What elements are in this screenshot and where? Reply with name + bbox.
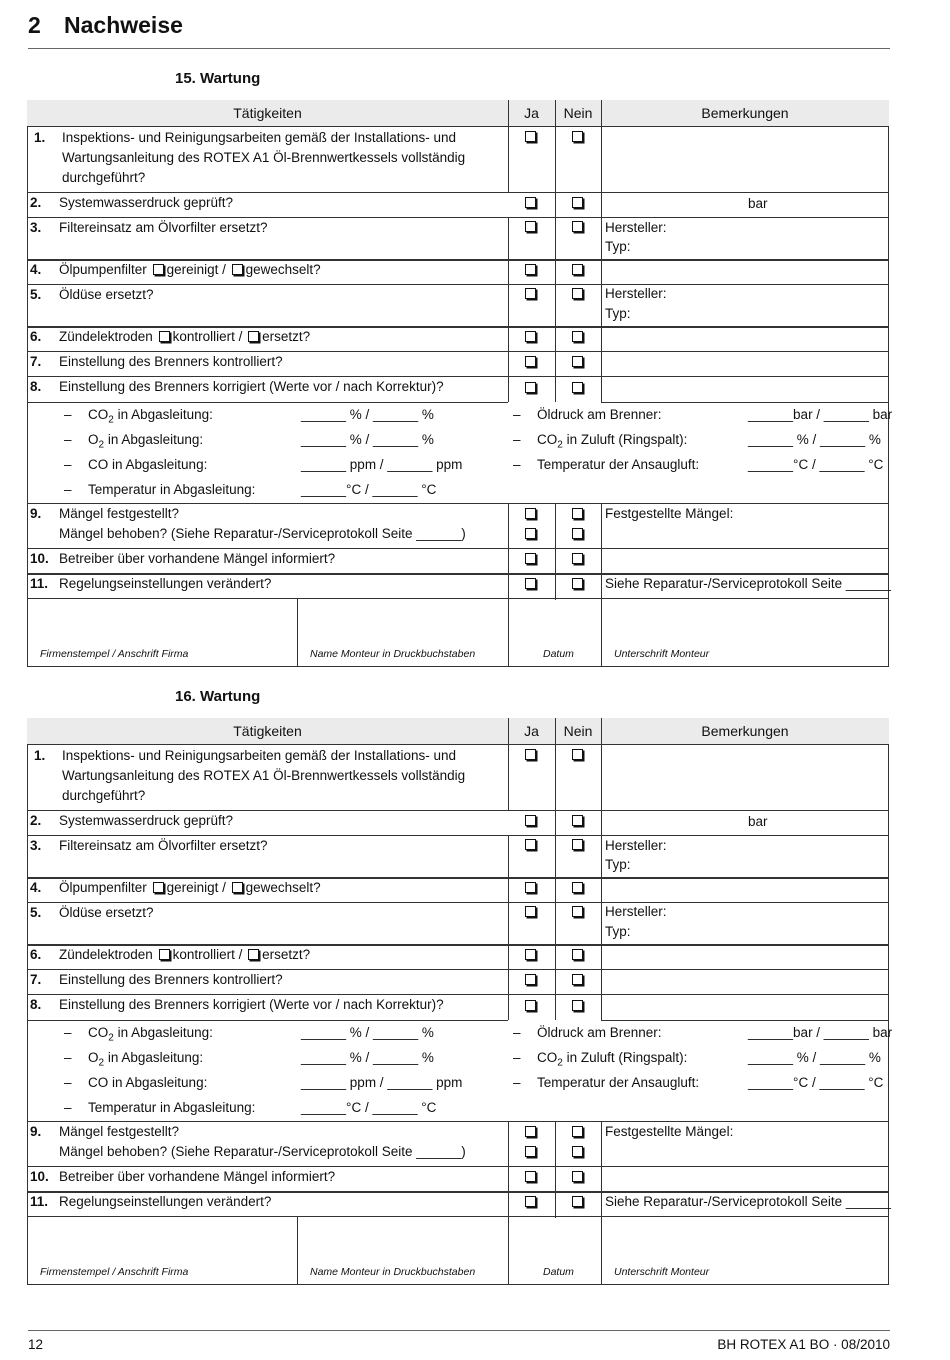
remark-type: Typ: [605, 924, 631, 939]
measure-value: ______ ppm / ______ ppm [301, 1075, 463, 1090]
yes-checkbox[interactable] [525, 974, 536, 985]
no-checkbox[interactable] [572, 221, 583, 232]
item-number: 8. [30, 997, 42, 1012]
item-text: durchgeführt? [62, 170, 146, 185]
dash: – [64, 1050, 72, 1065]
company-stamp-label: Firmenstempel / Anschrift Firma [40, 1266, 189, 1278]
no-checkbox[interactable] [572, 1171, 583, 1182]
item-text: Systemwasserdruck geprüft? [59, 195, 234, 210]
dash: – [513, 1025, 521, 1040]
item-text: Öldüse ersetzt? [59, 905, 154, 920]
measure-value: ______ % / ______ % [301, 407, 434, 422]
item-text: Wartungsanleitung des ROTEX A1 Öl-Brennwertkessels vollständig [62, 150, 466, 165]
no-checkbox[interactable] [572, 382, 583, 393]
yes-checkbox[interactable] [525, 553, 536, 564]
measure-label: Temperatur in Abgasleitung: [88, 482, 256, 497]
no-checkbox[interactable] [572, 131, 583, 142]
measure-value: ______°C / ______ °C [301, 1100, 437, 1115]
yes-checkbox[interactable] [525, 882, 536, 893]
remark-type: Typ: [605, 857, 631, 872]
item-text: Mängel festgestellt? [59, 1124, 180, 1139]
item-number: 10. [30, 551, 49, 566]
no-checkbox[interactable] [572, 197, 583, 208]
page-number: 12 [28, 1337, 44, 1352]
inline-checkbox[interactable] [232, 882, 243, 893]
measure-value: ______°C / ______ °C [748, 1075, 884, 1090]
yes-checkbox[interactable] [525, 331, 536, 342]
yes-checkbox[interactable] [525, 1196, 536, 1207]
item-number: 1. [34, 130, 46, 145]
measure-value: ______ ppm / ______ ppm [301, 457, 463, 472]
no-checkbox[interactable] [572, 1196, 583, 1207]
item-number: 9. [30, 506, 42, 521]
item-number: 5. [30, 287, 42, 302]
no-checkbox[interactable] [572, 578, 583, 589]
yes-checkbox[interactable] [525, 197, 536, 208]
measure-label: $CO_2$ in Zuluft (Ringspalt): [537, 432, 688, 451]
maintenance-form [27, 100, 893, 667]
item-text: Regelungseinstellungen verändert? [59, 576, 272, 591]
no-checkbox[interactable] [572, 906, 583, 917]
no-checkbox[interactable] [572, 553, 583, 564]
measure-value: ______°C / ______ °C [301, 482, 437, 497]
yes-checkbox[interactable] [525, 508, 536, 519]
yes-checkbox[interactable] [525, 949, 536, 960]
no-checkbox[interactable] [572, 1000, 583, 1011]
item-number: 1. [34, 748, 46, 763]
measure-value: ______°C / ______ °C [748, 457, 884, 472]
measure-label: Temperatur in Abgasleitung: [88, 1100, 256, 1115]
yes-checkbox[interactable] [525, 264, 536, 275]
inline-checkbox[interactable] [232, 264, 243, 275]
dash: – [64, 482, 72, 497]
remark-type: Typ: [605, 306, 631, 321]
remark-manufacturer: Hersteller: [605, 286, 667, 301]
item-number: 3. [30, 220, 42, 235]
measure-value: ______ % / ______ % [301, 1025, 434, 1040]
measure-label: $CO_2$ in Zuluft (Ringspalt): [537, 1050, 688, 1069]
dash: – [64, 1100, 72, 1115]
measure-label: Öldruck am Brenner: [537, 1025, 662, 1040]
yes-checkbox[interactable] [525, 528, 536, 539]
dash: – [513, 1075, 521, 1090]
form-header [27, 100, 889, 127]
item-text: Einstellung des Brenners korrigiert (Werte vor / nach Korrektur)? [59, 997, 444, 1012]
item-text: Filtereinsatz am Ölvorfilter ersetzt? [59, 838, 268, 853]
item-text: Wartungsanleitung des ROTEX A1 Öl-Brennwertkessels vollständig [62, 768, 466, 783]
item-number: 10. [30, 1169, 49, 1184]
item-number: 7. [30, 972, 42, 987]
yes-checkbox[interactable] [525, 1171, 536, 1182]
header-yes: Ja [524, 723, 539, 739]
item-text: Einstellung des Brenners kontrolliert? [59, 972, 283, 987]
no-checkbox[interactable] [572, 882, 583, 893]
inline-checkbox[interactable] [153, 882, 164, 893]
no-checkbox[interactable] [572, 839, 583, 850]
yes-checkbox[interactable] [525, 1146, 536, 1157]
measure-label: $O_2$ in Abgasleitung: [88, 432, 204, 451]
no-checkbox[interactable] [572, 331, 583, 342]
dash: – [64, 457, 72, 472]
item-number: 2. [30, 195, 42, 210]
section-title: 16. Wartung [175, 688, 261, 705]
inline-checkbox[interactable] [248, 949, 259, 960]
item-text: Zündelektroden kontrolliert / ersetzt? [59, 329, 311, 344]
dash: – [64, 432, 72, 447]
no-checkbox[interactable] [572, 815, 583, 826]
item-number: 7. [30, 354, 42, 369]
remark-defects: Festgestellte Mängel: [605, 1124, 734, 1139]
measure-value: ______ % / ______ % [748, 1050, 881, 1065]
yes-checkbox[interactable] [525, 382, 536, 393]
measure-label: CO in Abgasleitung: [88, 1075, 208, 1090]
chapter-heading [28, 10, 890, 49]
item-number: 2. [30, 813, 42, 828]
item-text: Mängel behoben? (Siehe Reparatur-/Serviceprotokoll Seite ______) [59, 526, 466, 541]
yes-checkbox[interactable] [525, 906, 536, 917]
yes-checkbox[interactable] [525, 749, 536, 760]
inline-checkbox[interactable] [153, 264, 164, 275]
maintenance-form [27, 718, 893, 1285]
remark-type: Typ: [605, 239, 631, 254]
signature-label: Unterschrift Monteur [614, 648, 710, 660]
dash: – [64, 1025, 72, 1040]
inline-checkbox[interactable] [248, 331, 259, 342]
header-no: Nein [563, 105, 593, 121]
remark-manufacturer: Hersteller: [605, 838, 667, 853]
yes-checkbox[interactable] [525, 839, 536, 850]
header-activities: Tätigkeiten [233, 105, 302, 121]
item-text: Inspektions- und Reinigungsarbeiten gemäß der Installations- und [62, 130, 456, 145]
yes-checkbox[interactable] [525, 131, 536, 142]
item-number: 8. [30, 379, 42, 394]
measure-value: ______bar / ______ bar [748, 407, 893, 422]
item-text: Inspektions- und Reinigungsarbeiten gemäß der Installations- und [62, 748, 456, 763]
measure-value: ______ % / ______ % [748, 432, 881, 447]
item-text: Filtereinsatz am Ölvorfilter ersetzt? [59, 220, 268, 235]
yes-checkbox[interactable] [525, 221, 536, 232]
item-text: Ölpumpenfilter gereinigt / gewechselt? [59, 262, 321, 277]
measure-value: ______ % / ______ % [301, 1050, 434, 1065]
item-number: 5. [30, 905, 42, 920]
dash: – [513, 1050, 521, 1065]
yes-checkbox[interactable] [525, 356, 536, 367]
measure-label: $CO_2$ in Abgasleitung: [88, 407, 213, 426]
inline-checkbox[interactable] [159, 331, 170, 342]
header-activities: Tätigkeiten [233, 723, 302, 739]
item-number: 4. [30, 880, 42, 895]
yes-checkbox[interactable] [525, 288, 536, 299]
no-checkbox[interactable] [572, 508, 583, 519]
item-text: Betreiber über vorhandene Mängel informiert? [59, 551, 336, 566]
item-text: Mängel behoben? (Siehe Reparatur-/Serviceprotokoll Seite ______) [59, 1144, 466, 1159]
measure-label: Temperatur der Ansaugluft: [537, 457, 700, 472]
no-checkbox[interactable] [572, 1126, 583, 1137]
dash: – [513, 457, 521, 472]
remark-manufacturer: Hersteller: [605, 904, 667, 919]
no-checkbox[interactable] [572, 356, 583, 367]
no-checkbox[interactable] [572, 264, 583, 275]
document-reference: BH ROTEX A1 BO · 08/2010 [717, 1337, 890, 1352]
item-number: 6. [30, 329, 42, 344]
no-checkbox[interactable] [572, 288, 583, 299]
yes-checkbox[interactable] [525, 1126, 536, 1137]
company-stamp-label: Firmenstempel / Anschrift Firma [40, 648, 189, 660]
item-number: 4. [30, 262, 42, 277]
inline-checkbox[interactable] [159, 949, 170, 960]
header-remarks: Bemerkungen [701, 105, 789, 121]
item-text: Mängel festgestellt? [59, 506, 180, 521]
item-number: 11. [30, 1194, 49, 1209]
dash: – [64, 407, 72, 422]
remark-protocol: Siehe Reparatur-/Serviceprotokoll Seite ______ [605, 576, 891, 591]
dash: – [513, 432, 521, 447]
item-number: 6. [30, 947, 42, 962]
item-number: 9. [30, 1124, 42, 1139]
header-no: Nein [563, 723, 593, 739]
item-text: Öldüse ersetzt? [59, 287, 154, 302]
page-footer [28, 1330, 890, 1353]
remark-unit: bar [748, 196, 768, 211]
dash: – [64, 1075, 72, 1090]
measure-value: ______bar / ______ bar [748, 1025, 893, 1040]
measure-label: Temperatur der Ansaugluft: [537, 1075, 700, 1090]
signature-label: Unterschrift Monteur [614, 1266, 710, 1278]
remark-protocol: Siehe Reparatur-/Serviceprotokoll Seite ______ [605, 1194, 891, 1209]
header-yes: Ja [524, 105, 539, 121]
date-label: Datum [543, 1266, 574, 1278]
item-text: Systemwasserdruck geprüft? [59, 813, 234, 828]
measure-label: $CO_2$ in Abgasleitung: [88, 1025, 213, 1044]
yes-checkbox[interactable] [525, 815, 536, 826]
section-title: 15. Wartung [175, 70, 261, 87]
item-number: 11. [30, 576, 49, 591]
header-remarks: Bemerkungen [701, 723, 789, 739]
measure-label: CO in Abgasleitung: [88, 457, 208, 472]
remark-defects: Festgestellte Mängel: [605, 506, 734, 521]
no-checkbox[interactable] [572, 974, 583, 985]
item-text: Einstellung des Brenners kontrolliert? [59, 354, 283, 369]
item-text: Zündelektroden kontrolliert / ersetzt? [59, 947, 311, 962]
chapter-number: 2 [28, 12, 41, 38]
item-text: Betreiber über vorhandene Mängel informiert? [59, 1169, 336, 1184]
technician-name-label: Name Monteur in Druckbuchstaben [310, 648, 476, 660]
item-number: 3. [30, 838, 42, 853]
chapter-title: Nachweise [64, 12, 183, 38]
yes-checkbox[interactable] [525, 1000, 536, 1011]
measure-label: $O_2$ in Abgasleitung: [88, 1050, 204, 1069]
form-header [27, 718, 889, 745]
item-text: Ölpumpenfilter gereinigt / gewechselt? [59, 880, 321, 895]
date-label: Datum [543, 648, 574, 660]
item-text: Regelungseinstellungen verändert? [59, 1194, 272, 1209]
measure-label: Öldruck am Brenner: [537, 407, 662, 422]
technician-name-label: Name Monteur in Druckbuchstaben [310, 1266, 476, 1278]
no-checkbox[interactable] [572, 749, 583, 760]
remark-manufacturer: Hersteller: [605, 220, 667, 235]
item-text: Einstellung des Brenners korrigiert (Werte vor / nach Korrektur)? [59, 379, 444, 394]
no-checkbox[interactable] [572, 949, 583, 960]
dash: – [513, 407, 521, 422]
item-text: durchgeführt? [62, 788, 146, 803]
yes-checkbox[interactable] [525, 578, 536, 589]
no-checkbox[interactable] [572, 528, 583, 539]
remark-unit: bar [748, 814, 768, 829]
measure-value: ______ % / ______ % [301, 432, 434, 447]
no-checkbox[interactable] [572, 1146, 583, 1157]
